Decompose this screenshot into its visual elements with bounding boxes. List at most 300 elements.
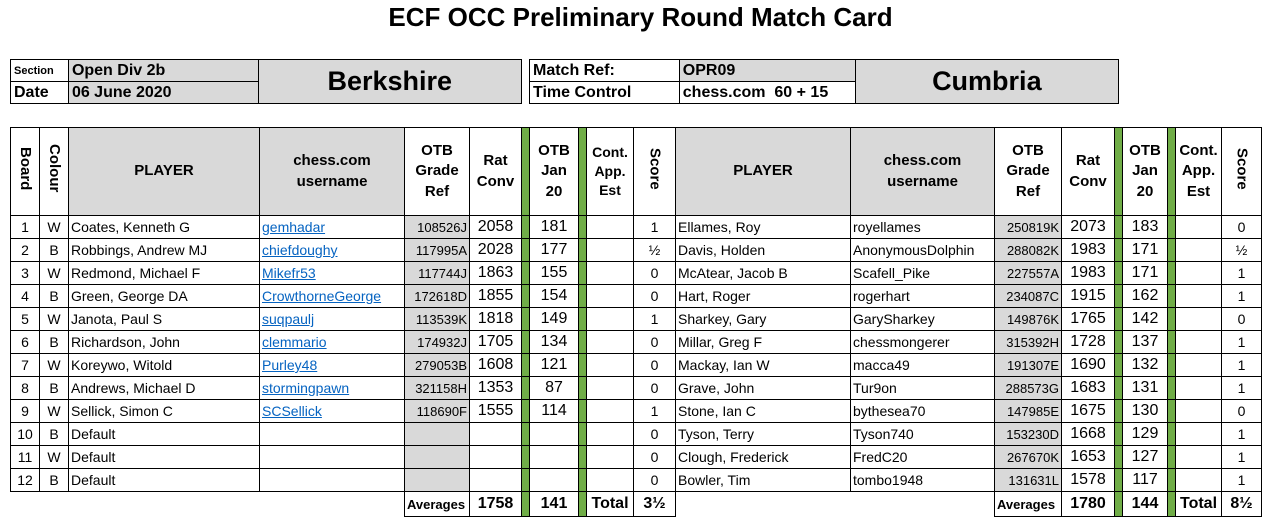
cont-app-est (587, 308, 634, 331)
away-avg-otb-jan: 144 (1123, 492, 1168, 517)
opp-username: AnonymousDolphin (851, 239, 995, 262)
username-cell (260, 377, 405, 400)
username-cell (260, 331, 405, 354)
green-marker (579, 354, 587, 377)
colour-cell: B (40, 331, 69, 354)
opp-otb-jan: 131 (1123, 377, 1168, 400)
col-score: Score (634, 128, 676, 216)
username-link[interactable]: Purley48 (262, 357, 318, 373)
opp-otb-grade-ref: 288573G (995, 377, 1062, 400)
opp-cont-app-est (1176, 239, 1222, 262)
otb-grade-ref: 108526J (405, 216, 470, 239)
colour-cell: W (40, 216, 69, 239)
green-marker (579, 400, 587, 423)
green-marker (1115, 377, 1123, 400)
col-colour: Colour (40, 128, 69, 216)
green-marker (1115, 469, 1123, 492)
username-link[interactable]: Mikefr53 (262, 265, 316, 281)
col-opp-otb-jan: OTB Jan 20 (1123, 128, 1168, 216)
opp-username: FredC20 (851, 446, 995, 469)
table-row (11, 400, 1262, 423)
green-marker (522, 377, 530, 400)
opp-username: Tur9on (851, 377, 995, 400)
otb-jan (530, 469, 579, 492)
green-marker (579, 128, 587, 216)
rat-conv: 1705 (470, 331, 522, 354)
otb-grade-ref: 174932J (405, 331, 470, 354)
opp-player-name: McAtear, Jacob B (676, 262, 851, 285)
green-marker (1115, 239, 1123, 262)
col-otb-grade-ref: OTB Grade Ref (405, 128, 470, 216)
score-cell: 0 (634, 423, 676, 446)
rat-conv: 2028 (470, 239, 522, 262)
green-marker (1115, 285, 1123, 308)
green-marker (522, 423, 530, 446)
opp-score-cell: 1 (1222, 446, 1262, 469)
otb-grade-ref: 117995A (405, 239, 470, 262)
otb-jan: 134 (530, 331, 579, 354)
player-name: Default (69, 469, 260, 492)
cont-app-est (587, 262, 634, 285)
rat-conv: 1863 (470, 262, 522, 285)
green-marker (1168, 354, 1176, 377)
opp-otb-grade-ref: 131631L (995, 469, 1062, 492)
col-rat-conv: Rat Conv (470, 128, 522, 216)
score-cell: 1 (634, 400, 676, 423)
home-total: 3½ (634, 492, 676, 517)
otb-grade-ref (405, 469, 470, 492)
home-avg-rat-conv: 1758 (470, 492, 522, 517)
colour-cell: B (40, 377, 69, 400)
footer-row (11, 492, 1262, 517)
green-marker (1168, 423, 1176, 446)
score-cell: 0 (634, 285, 676, 308)
rat-conv: 1855 (470, 285, 522, 308)
opp-cont-app-est (1176, 262, 1222, 285)
score-cell: 0 (634, 331, 676, 354)
opp-otb-grade-ref: 153230D (995, 423, 1062, 446)
home-averages-label: Averages (405, 492, 470, 517)
opp-otb-grade-ref: 234087C (995, 285, 1062, 308)
board-number: 12 (11, 469, 40, 492)
opp-score-cell: 0 (1222, 216, 1262, 239)
green-marker (1168, 262, 1176, 285)
opp-player-name: Hart, Roger (676, 285, 851, 308)
opp-player-name: Grave, John (676, 377, 851, 400)
green-marker (522, 239, 530, 262)
col-player: PLAYER (69, 128, 260, 216)
rat-conv: 1353 (470, 377, 522, 400)
date-label: Date (11, 82, 69, 104)
col-opp-username: chess.com username (851, 128, 995, 216)
green-marker (579, 308, 587, 331)
opp-score-cell: 1 (1222, 331, 1262, 354)
username-cell (260, 285, 405, 308)
player-name: Green, George DA (69, 285, 260, 308)
away-avg-rat-conv: 1780 (1062, 492, 1115, 517)
otb-jan (530, 446, 579, 469)
col-board: Board (11, 128, 40, 216)
table-row (11, 262, 1262, 285)
opp-rat-conv: 1983 (1062, 239, 1115, 262)
green-marker (579, 423, 587, 446)
green-marker (579, 446, 587, 469)
username-cell (260, 216, 405, 239)
match-ref-label: Match Ref: (530, 60, 680, 82)
opp-rat-conv: 1675 (1062, 400, 1115, 423)
opp-score-cell: 1 (1222, 285, 1262, 308)
opp-otb-grade-ref: 147985E (995, 400, 1062, 423)
colour-cell: B (40, 423, 69, 446)
opp-cont-app-est (1176, 446, 1222, 469)
home-total-label: Total (587, 492, 634, 517)
opp-username: rogerhart (851, 285, 995, 308)
away-team-name: Cumbria (855, 60, 1118, 104)
green-marker (1115, 216, 1123, 239)
table-row (11, 446, 1262, 469)
otb-jan: 87 (530, 377, 579, 400)
player-name: Default (69, 446, 260, 469)
green-marker (522, 446, 530, 469)
otb-grade-ref: 117744J (405, 262, 470, 285)
green-marker (522, 262, 530, 285)
opp-score-cell: 0 (1222, 308, 1262, 331)
opp-player-name: Ellames, Roy (676, 216, 851, 239)
opp-rat-conv: 2073 (1062, 216, 1115, 239)
board-number: 11 (11, 446, 40, 469)
colour-cell: W (40, 446, 69, 469)
username-link[interactable]: clemmario (262, 334, 327, 350)
player-name: Janota, Paul S (69, 308, 260, 331)
cont-app-est (587, 331, 634, 354)
opp-player-name: Stone, Ian C (676, 400, 851, 423)
section-label: Section (11, 60, 69, 82)
score-cell: 0 (634, 262, 676, 285)
board-number: 6 (11, 331, 40, 354)
opp-otb-grade-ref: 191307E (995, 354, 1062, 377)
opp-cont-app-est (1176, 423, 1222, 446)
opp-cont-app-est (1176, 331, 1222, 354)
rat-conv: 1818 (470, 308, 522, 331)
board-number: 9 (11, 400, 40, 423)
opp-score-cell: 1 (1222, 423, 1262, 446)
green-marker (522, 285, 530, 308)
username-link[interactable]: chiefdoughy (262, 242, 338, 258)
username-cell (260, 262, 405, 285)
score-cell: ½ (634, 239, 676, 262)
player-name: Coates, Kenneth G (69, 216, 260, 239)
match-ref-value: OPR09 (679, 60, 855, 82)
cont-app-est (587, 285, 634, 308)
opp-username: macca49 (851, 354, 995, 377)
opp-score-cell: 0 (1222, 400, 1262, 423)
away-total: 8½ (1222, 492, 1262, 517)
opp-username: royellames (851, 216, 995, 239)
green-marker (579, 331, 587, 354)
green-marker (522, 354, 530, 377)
time-control-label: Time Control (530, 82, 680, 104)
username-link (260, 446, 405, 469)
table-row (11, 239, 1262, 262)
score-cell: 1 (634, 216, 676, 239)
otb-jan (530, 423, 579, 446)
opp-player-name: Mackay, Ian W (676, 354, 851, 377)
green-marker (1115, 262, 1123, 285)
opp-username: Tyson740 (851, 423, 995, 446)
opp-otb-grade-ref: 227557A (995, 262, 1062, 285)
opp-score-cell: ½ (1222, 239, 1262, 262)
green-marker (1115, 400, 1123, 423)
opp-otb-jan: 130 (1123, 400, 1168, 423)
username-link[interactable]: SCSellick (262, 403, 322, 419)
colour-cell: W (40, 308, 69, 331)
opp-otb-grade-ref: 267670K (995, 446, 1062, 469)
green-marker (1115, 308, 1123, 331)
opp-otb-jan: 117 (1123, 469, 1168, 492)
otb-jan: 114 (530, 400, 579, 423)
opp-score-cell: 1 (1222, 262, 1262, 285)
score-cell: 0 (634, 354, 676, 377)
username-link[interactable]: gemhadar (262, 219, 326, 235)
opp-player-name: Tyson, Terry (676, 423, 851, 446)
opp-otb-jan: 183 (1123, 216, 1168, 239)
otb-grade-ref: 279053B (405, 354, 470, 377)
green-marker (1168, 331, 1176, 354)
green-marker (1168, 446, 1176, 469)
opp-otb-jan: 127 (1123, 446, 1168, 469)
opp-player-name: Clough, Frederick (676, 446, 851, 469)
username-cell (260, 308, 405, 331)
cont-app-est (587, 400, 634, 423)
otb-grade-ref: 118690F (405, 400, 470, 423)
opp-otb-grade-ref: 250819K (995, 216, 1062, 239)
cont-app-est (587, 377, 634, 400)
player-name: Richardson, John (69, 331, 260, 354)
table-row (11, 469, 1262, 492)
opp-otb-jan: 132 (1123, 354, 1168, 377)
rat-conv (470, 469, 522, 492)
cont-app-est (587, 239, 634, 262)
green-marker (1168, 285, 1176, 308)
username-link[interactable]: suqpaulj (262, 311, 315, 327)
opp-otb-jan: 162 (1123, 285, 1168, 308)
green-marker (1115, 354, 1123, 377)
date-value: 06 June 2020 (68, 82, 258, 104)
score-cell: 0 (634, 377, 676, 400)
opp-player-name: Millar, Greg F (676, 331, 851, 354)
opp-username: chessmongerer (851, 331, 995, 354)
rat-conv: 2058 (470, 216, 522, 239)
opp-rat-conv: 1915 (1062, 285, 1115, 308)
rat-conv (470, 446, 522, 469)
rat-conv (470, 423, 522, 446)
board-number: 2 (11, 239, 40, 262)
score-cell: 1 (634, 308, 676, 331)
green-marker (522, 216, 530, 239)
green-marker (1168, 469, 1176, 492)
opp-cont-app-est (1176, 400, 1222, 423)
header-row (11, 128, 1262, 216)
score-cell: 0 (634, 469, 676, 492)
away-total-label: Total (1176, 492, 1222, 517)
opp-otb-grade-ref: 149876K (995, 308, 1062, 331)
home-team-name: Berkshire (258, 60, 521, 104)
opp-username: GarySharkey (851, 308, 995, 331)
opp-username: tombo1948 (851, 469, 995, 492)
green-marker (1168, 400, 1176, 423)
opp-rat-conv: 1578 (1062, 469, 1115, 492)
player-name: Robbings, Andrew MJ (69, 239, 260, 262)
rat-conv: 1608 (470, 354, 522, 377)
table-row (11, 423, 1262, 446)
opp-username: Scafell_Pike (851, 262, 995, 285)
col-opp-rat-conv: Rat Conv (1062, 128, 1115, 216)
board-number: 1 (11, 216, 40, 239)
time-control-value: chess.com 60 + 15 (679, 82, 855, 104)
username-cell (260, 239, 405, 262)
opp-rat-conv: 1683 (1062, 377, 1115, 400)
username-link (260, 469, 405, 492)
opp-otb-jan: 171 (1123, 262, 1168, 285)
colour-cell: W (40, 354, 69, 377)
green-marker (522, 492, 530, 517)
opp-player-name: Bowler, Tim (676, 469, 851, 492)
opp-cont-app-est (1176, 285, 1222, 308)
green-marker (522, 469, 530, 492)
username-link (260, 423, 405, 446)
green-marker (579, 239, 587, 262)
opp-score-cell: 1 (1222, 469, 1262, 492)
otb-grade-ref (405, 446, 470, 469)
board-number: 5 (11, 308, 40, 331)
match-card-table (10, 127, 1262, 517)
opp-otb-grade-ref: 288082K (995, 239, 1062, 262)
player-name: Redmond, Michael F (69, 262, 260, 285)
otb-jan: 154 (530, 285, 579, 308)
username-cell (260, 354, 405, 377)
col-otb-jan: OTB Jan 20 (530, 128, 579, 216)
green-marker (1168, 492, 1176, 517)
green-marker (522, 400, 530, 423)
score-cell: 0 (634, 446, 676, 469)
otb-jan: 181 (530, 216, 579, 239)
cont-app-est (587, 446, 634, 469)
green-marker (579, 216, 587, 239)
green-marker (1168, 377, 1176, 400)
col-opp-cont-app-est: Cont. App. Est (1176, 128, 1222, 216)
opp-score-cell: 1 (1222, 377, 1262, 400)
match-info-left (10, 59, 522, 104)
otb-grade-ref: 172618D (405, 285, 470, 308)
section-value: Open Div 2b (68, 60, 258, 82)
green-marker (579, 262, 587, 285)
col-opp-score: Score (1222, 128, 1262, 216)
username-link[interactable]: CrowthorneGeorge (262, 288, 382, 304)
opp-rat-conv: 1653 (1062, 446, 1115, 469)
board-number: 7 (11, 354, 40, 377)
cont-app-est (587, 423, 634, 446)
colour-cell: B (40, 239, 69, 262)
green-marker (522, 331, 530, 354)
table-row (11, 308, 1262, 331)
otb-jan: 177 (530, 239, 579, 262)
colour-cell: B (40, 469, 69, 492)
opp-otb-jan: 129 (1123, 423, 1168, 446)
opp-otb-jan: 137 (1123, 331, 1168, 354)
colour-cell: W (40, 400, 69, 423)
opp-player-name: Sharkey, Gary (676, 308, 851, 331)
table-row (11, 354, 1262, 377)
rat-conv: 1555 (470, 400, 522, 423)
green-marker (1115, 331, 1123, 354)
col-cont-app-est: Cont. App. Est (587, 128, 634, 216)
opp-cont-app-est (1176, 469, 1222, 492)
otb-jan: 155 (530, 262, 579, 285)
green-marker (1168, 239, 1176, 262)
opp-cont-app-est (1176, 377, 1222, 400)
green-marker (579, 469, 587, 492)
col-opp-player: PLAYER (676, 128, 851, 216)
otb-grade-ref (405, 423, 470, 446)
player-name: Default (69, 423, 260, 446)
green-marker (1168, 216, 1176, 239)
cont-app-est (587, 469, 634, 492)
opp-rat-conv: 1765 (1062, 308, 1115, 331)
opp-cont-app-est (1176, 354, 1222, 377)
green-marker (579, 377, 587, 400)
opp-cont-app-est (1176, 216, 1222, 239)
board-number: 8 (11, 377, 40, 400)
opp-rat-conv: 1728 (1062, 331, 1115, 354)
away-averages-label: Averages (995, 492, 1062, 517)
player-name: Andrews, Michael D (69, 377, 260, 400)
opp-score-cell: 1 (1222, 354, 1262, 377)
opp-otb-jan: 142 (1123, 308, 1168, 331)
opp-rat-conv: 1668 (1062, 423, 1115, 446)
green-marker (522, 128, 530, 216)
cont-app-est (587, 354, 634, 377)
board-number: 3 (11, 262, 40, 285)
otb-grade-ref: 321158H (405, 377, 470, 400)
opp-otb-jan: 171 (1123, 239, 1168, 262)
table-row (11, 377, 1262, 400)
col-username: chess.com username (260, 128, 405, 216)
green-marker (1115, 446, 1123, 469)
match-info-right (529, 59, 1119, 104)
green-marker (1115, 423, 1123, 446)
opp-cont-app-est (1176, 308, 1222, 331)
username-link[interactable]: stormingpawn (262, 380, 350, 396)
table-row (11, 285, 1262, 308)
green-marker (1115, 128, 1123, 216)
green-marker (579, 285, 587, 308)
otb-jan: 149 (530, 308, 579, 331)
green-marker (1115, 492, 1123, 517)
otb-grade-ref: 113539K (405, 308, 470, 331)
colour-cell: B (40, 285, 69, 308)
table-row (11, 331, 1262, 354)
green-marker (579, 492, 587, 517)
cont-app-est (587, 216, 634, 239)
table-row (11, 216, 1262, 239)
col-opp-otb-grade-ref: OTB Grade Ref (995, 128, 1062, 216)
colour-cell: W (40, 262, 69, 285)
home-avg-otb-jan: 141 (530, 492, 579, 517)
green-marker (522, 308, 530, 331)
opp-rat-conv: 1983 (1062, 262, 1115, 285)
player-name: Koreywo, Witold (69, 354, 260, 377)
opp-otb-grade-ref: 315392H (995, 331, 1062, 354)
